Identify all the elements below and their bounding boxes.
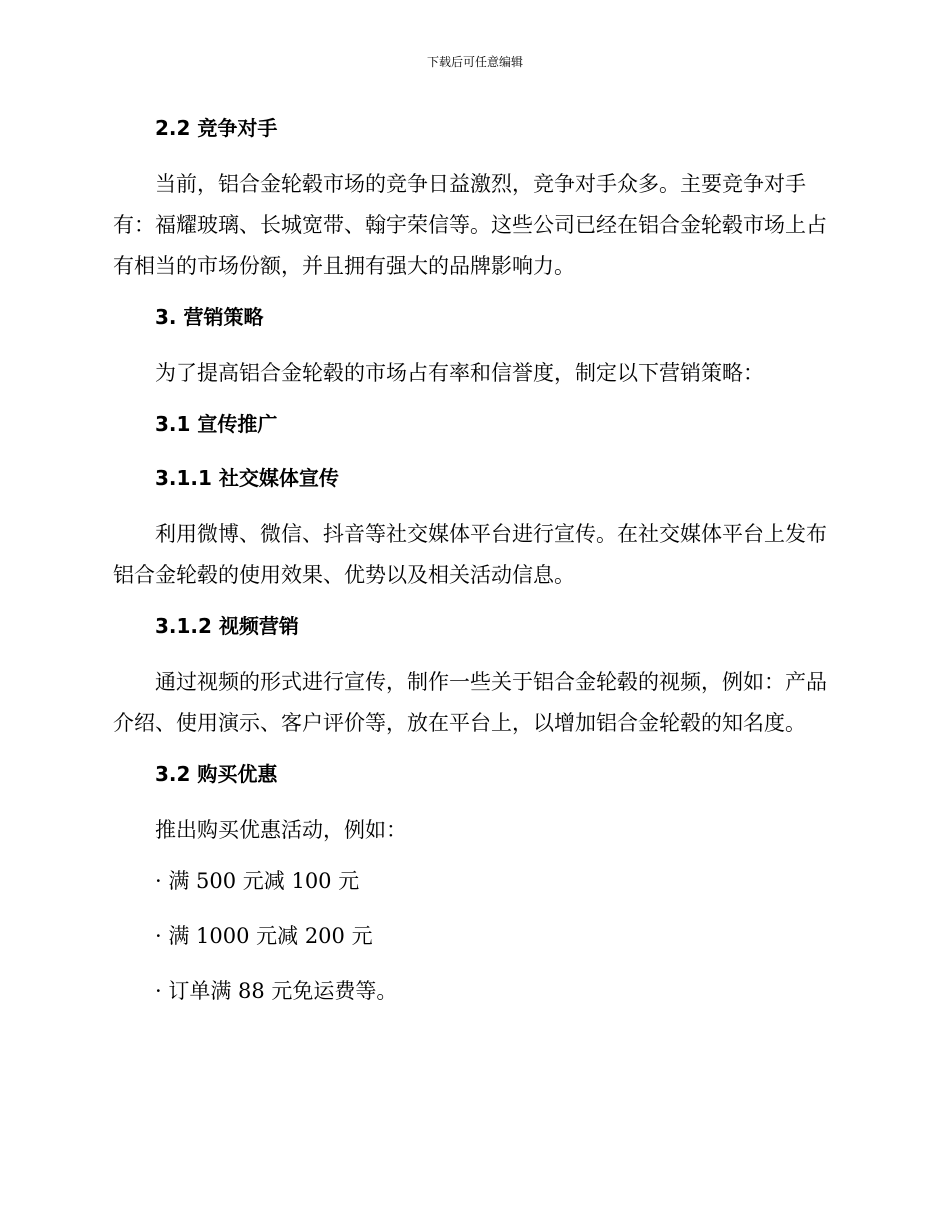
paragraph-marketing-intro: 为了提高铝合金轮毂的市场占有率和信誉度，制定以下营销策略：	[155, 361, 764, 385]
paragraph-social-media: 利用微博、微信、抖音等社交媒体平台进行宣传。在社交媒体平台上发布铝合金轮毂的使用效果、优势以及相关活动信息。	[113, 522, 827, 587]
section-heading-social-media: 3.1.1 社交媒体宣传	[155, 466, 339, 490]
list-item: · 满 500 元减 100 元	[155, 869, 360, 893]
section-heading-competitors: 2.2 竞争对手	[155, 116, 278, 140]
section-heading-promotion: 3.1 宣传推广	[155, 412, 278, 436]
paragraph-discount-intro: 推出购买优惠活动，例如：	[155, 818, 407, 842]
list-item: · 订单满 88 元免运费等。	[155, 979, 398, 1003]
paragraph-video-marketing: 通过视频的形式进行宣传，制作一些关于铝合金轮毂的视频，例如：产品介绍、使用演示、客户评价等，放在平台上，以增加铝合金轮毂的知名度。	[113, 670, 827, 735]
section-heading-purchase-discount: 3.2 购买优惠	[155, 762, 278, 786]
page-header: 下载后可任意编辑	[426, 55, 523, 69]
list-item: · 满 1000 元减 200 元	[155, 924, 373, 948]
section-heading-marketing-strategy: 3. 营销策略	[155, 305, 264, 329]
paragraph-competitors: 当前，铝合金轮毂市场的竞争日益激烈，竞争对手众多。主要竞争对手有：福耀玻璃、长城宽带、翰宇荣信等。这些公司已经在铝合金轮毂市场上占有相当的市场份额，并且拥有强大的品牌影响力。	[113, 172, 827, 278]
section-heading-video-marketing: 3.1.2 视频营销	[155, 614, 299, 638]
document-body	[113, 110, 833, 1028]
